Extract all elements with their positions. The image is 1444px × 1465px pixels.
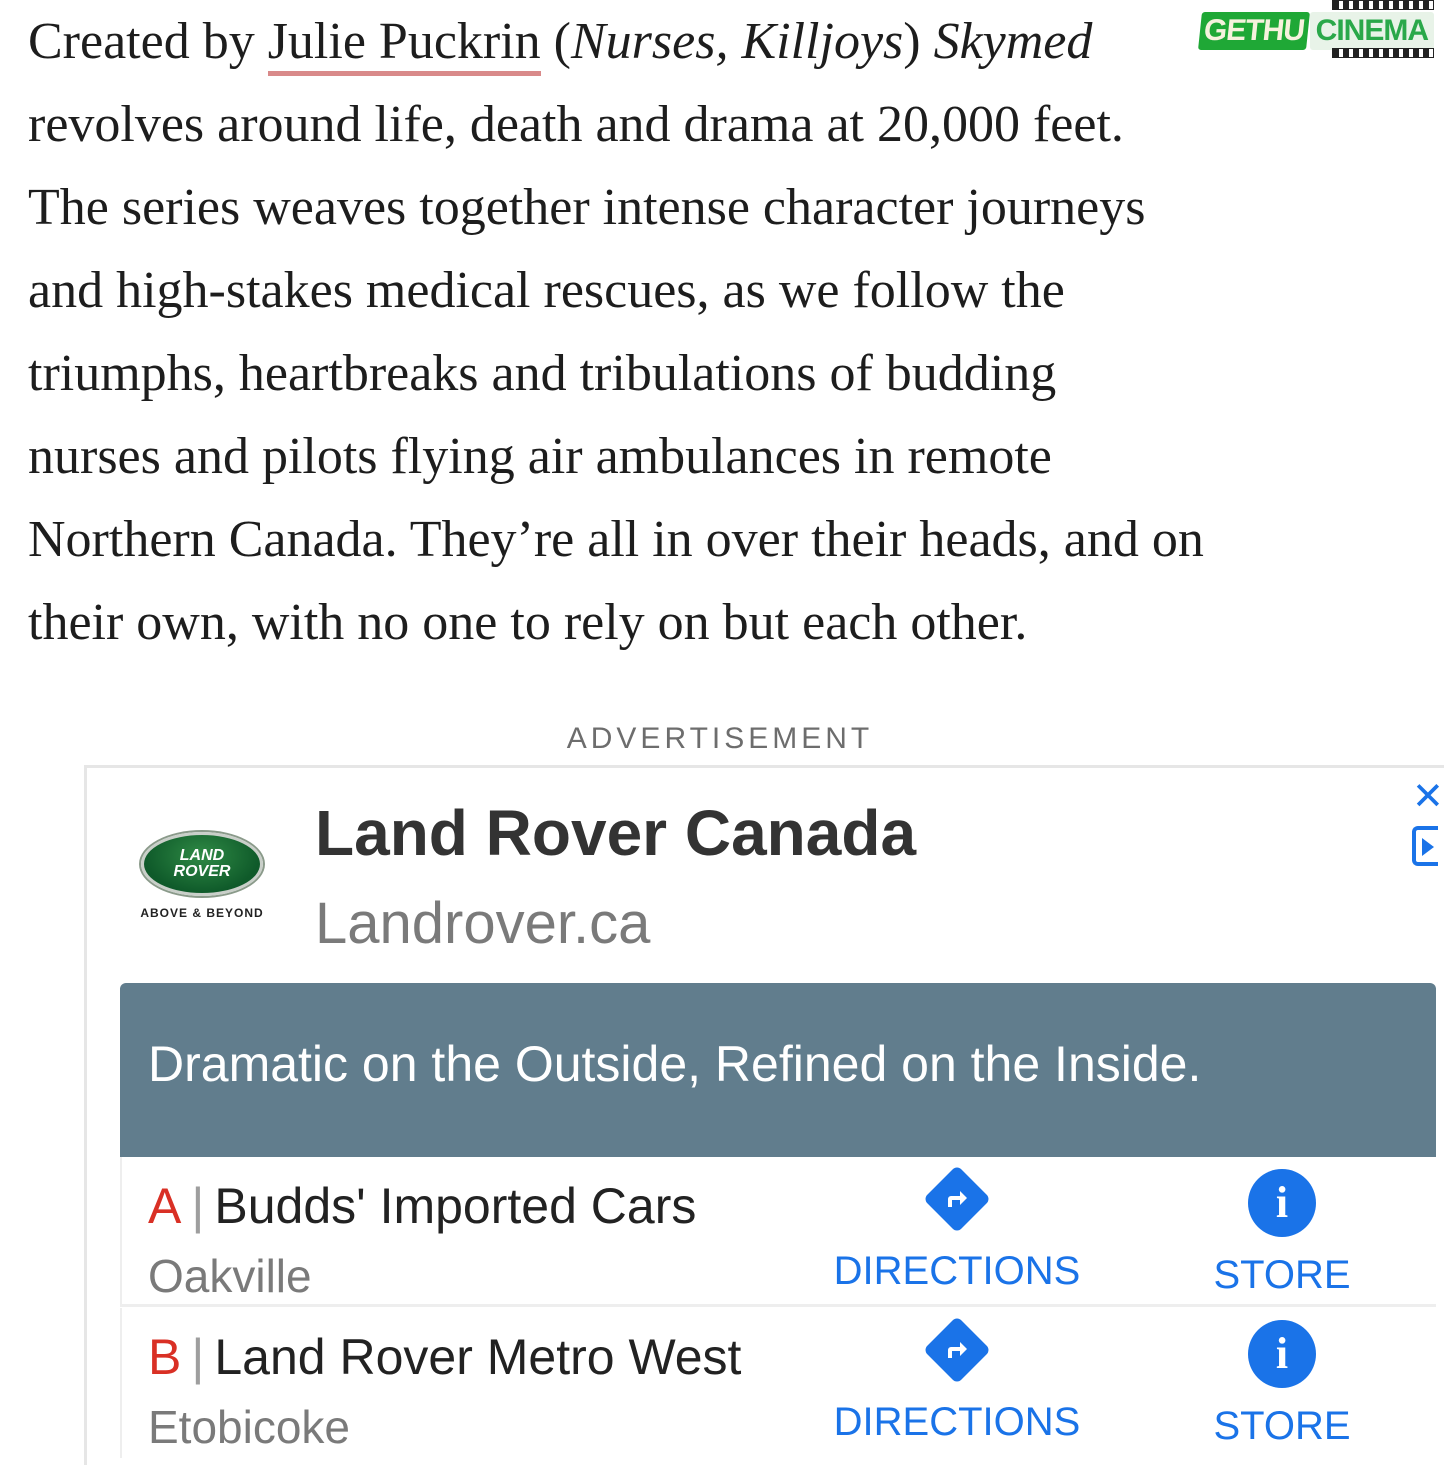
- logo-tagline: ABOVE & BEYOND: [140, 906, 264, 920]
- location-title: [148, 1328, 741, 1386]
- paren-open: (: [540, 13, 571, 70]
- article-body: [28, 0, 1423, 664]
- land-rover-logo-icon: [141, 832, 263, 896]
- location-title: [148, 1177, 696, 1235]
- location-separator: |: [191, 1178, 205, 1234]
- ad-container[interactable]: [84, 765, 1444, 1465]
- article-line: triumphs, heartbreaks and tribulations of budding: [28, 345, 1057, 402]
- location-letter: B: [148, 1329, 182, 1385]
- logo-line1: LAND: [179, 847, 225, 864]
- adchoices-icon[interactable]: [1412, 826, 1438, 866]
- article-line: nurses and pilots flying air ambulances in remote: [28, 428, 1052, 485]
- created-by-text: Created by: [28, 13, 268, 70]
- filmstrip-icon: [1332, 48, 1434, 58]
- directions-button[interactable]: [832, 1169, 1082, 1294]
- watermark-part1: GETHU: [1198, 12, 1310, 50]
- directions-arrow-icon: [923, 1165, 991, 1233]
- location-name: Land Rover Metro West: [214, 1329, 742, 1385]
- ad-headline-banner[interactable]: [120, 983, 1436, 1157]
- directions-label: DIRECTIONS: [833, 1400, 1081, 1444]
- article-line: revolves around life, death and drama at 20,000 feet.: [28, 96, 1124, 153]
- article-line: their own, with no one to rely on but each other.: [28, 594, 1028, 651]
- ad-brand-name[interactable]: Land Rover Canada: [315, 797, 917, 869]
- article-line: The series weaves together intense character journeys: [28, 179, 1146, 236]
- ad-brand-url[interactable]: Landrover.ca: [315, 891, 651, 956]
- directions-button[interactable]: [832, 1320, 1082, 1445]
- directions-arrow-icon: [923, 1316, 991, 1384]
- author-link[interactable]: Julie Puckrin: [268, 13, 541, 76]
- store-button[interactable]: [1182, 1169, 1382, 1298]
- advertisement-label: ADVERTISEMENT: [566, 722, 874, 755]
- article-paragraph: [28, 0, 1423, 664]
- brand-logo[interactable]: [137, 832, 267, 920]
- paren-close: ): [903, 13, 934, 70]
- info-icon: i: [1248, 1169, 1316, 1237]
- store-button[interactable]: [1182, 1320, 1382, 1449]
- store-label: STORE: [1213, 1253, 1351, 1297]
- ad-headline: Dramatic on the Outside, Refined on the Inside.: [148, 1036, 1202, 1092]
- info-icon: i: [1248, 1320, 1316, 1388]
- location-separator: |: [191, 1329, 205, 1385]
- location-name: Budds' Imported Cars: [214, 1178, 697, 1234]
- close-icon[interactable]: ✕: [1412, 774, 1444, 818]
- directions-label: DIRECTIONS: [833, 1249, 1081, 1293]
- logo-line2: ROVER: [173, 863, 231, 880]
- article-line: and high-stakes medical rescues, as we follow the: [28, 262, 1065, 319]
- article-line: Northern Canada. They’re all in over their heads, and on: [28, 511, 1204, 568]
- watermark-part2: CINEMA: [1310, 12, 1434, 50]
- show-title: Skymed: [933, 13, 1093, 70]
- location-city: Etobicoke: [148, 1401, 351, 1453]
- previous-shows: Nurses, Killjoys: [571, 13, 904, 70]
- location-row[interactable]: [120, 1308, 1436, 1458]
- location-city: Oakville: [148, 1250, 312, 1302]
- store-label: STORE: [1213, 1404, 1351, 1448]
- location-row[interactable]: [120, 1157, 1436, 1307]
- location-letter: A: [148, 1178, 182, 1234]
